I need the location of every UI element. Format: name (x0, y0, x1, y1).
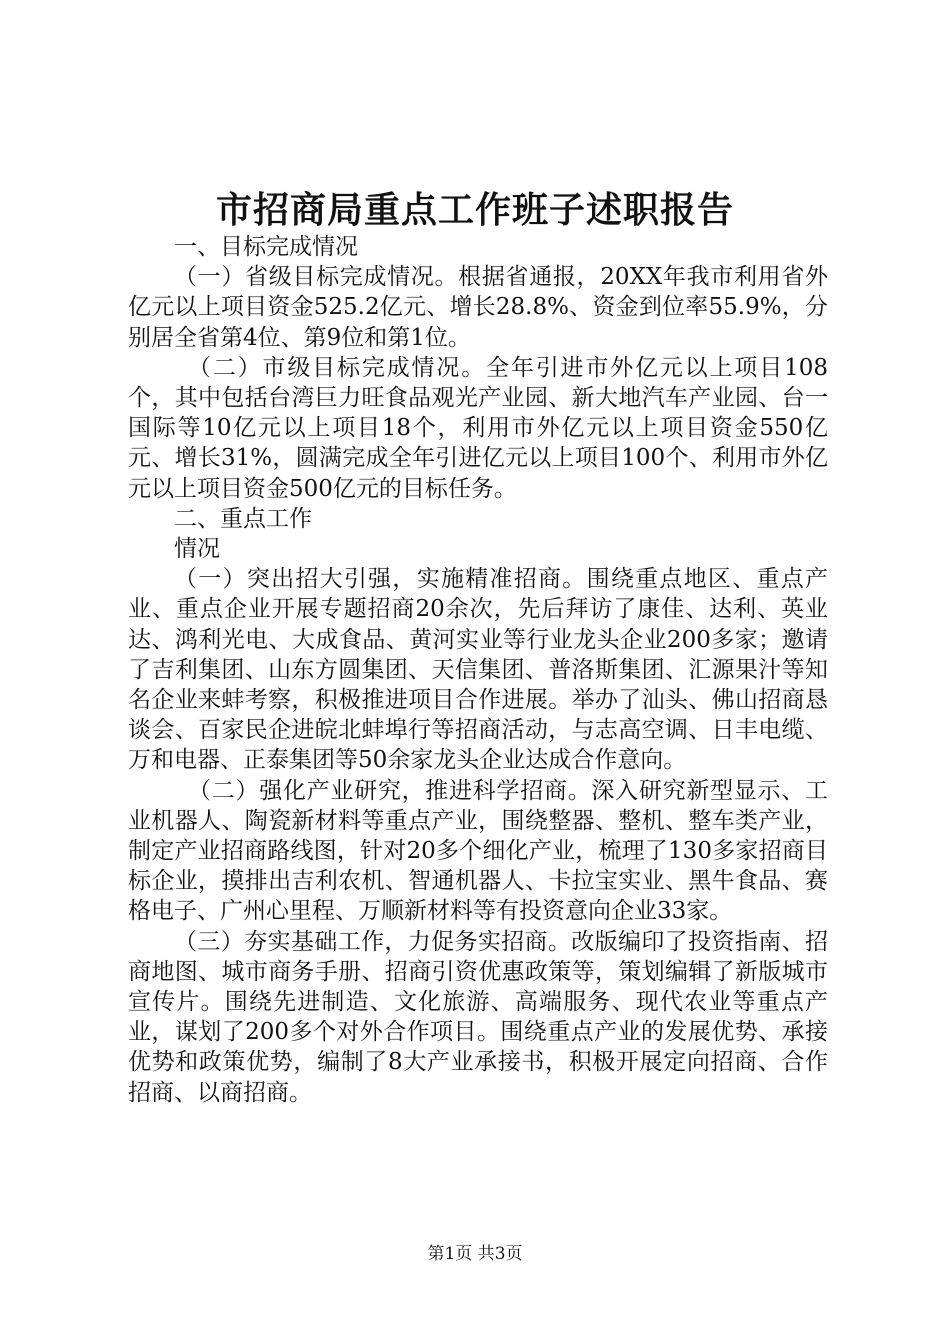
document-body (128, 232, 828, 1108)
paragraph-city-goals: （二）市级目标完成情况。全年引进市外亿元以上项目108个，其中包括台湾巨力旺食品观光产业园、新大地汽车产业园、台一国际等10亿元以上项目18个，利用市外亿元以上项目资金550亿元、增长31%，圆满完成全年引进亿元以上项目100个、利用市外亿元以上项目资金500亿元的目标任务。 (128, 354, 828, 502)
paragraph-industry-research: （二）强化产业研究，推进科学招商。深入研究新型显示、工业机器人、陶瓷新材料等重点产业，围绕整器、整机、整车类产业，制定产业招商路线图，针对20多个细化产业，梳理了130多家招商目标企业，摸排出吉利农机、智通机器人、卡拉宝实业、黑牛食品、赛格电子、广州心里程、万顺新材料等有投资意向企业33家。 (128, 777, 828, 925)
paragraph-foundation-work: （三）夯实基础工作，力促务实招商。改版编印了投资指南、招商地图、城市商务手册、招商引资优惠政策等，策划编辑了新版城市宣传片。围绕先进制造、文化旅游、高端服务、现代农业等重点产业，谋划了200多个对外合作项目。围绕重点产业的发展优势、承接优势和政策优势，编制了8大产业承接书，积极开展定向招商、合作招商、以商招商。 (128, 928, 828, 1106)
paragraph-precision-investment: （一）突出招大引强，实施精准招商。围绕重点地区、重点产业、重点企业开展专题招商20余次，先后拜访了康佳、达利、英业达、鸿利光电、大成食品、黄河实业等行业龙头企业200多家；邀请了吉利集团、山东方圆集团、天信集团、普洛斯集团、汇源果汁等知名企业来蚌考察，积极推进项目合作进展。举办了汕头、佛山招商恳谈会、百家民企进皖北蚌埠行等招商活动，与志高空调、日丰电缆、万和电器、正泰集团等50余家龙头企业达成合作意向。 (128, 566, 828, 774)
document-title: 市招商局重点工作班子述职报告 (215, 189, 734, 231)
paragraph-provincial-goals: （一）省级目标完成情况。根据省通报，20XX年我市利用省外亿元以上项目资金525.2亿元、增长28.8%、资金到位率55.9%，分别居全省第4位、第9位和第1位。 (128, 264, 828, 351)
section-subheading-situation: 情况 (174, 536, 220, 563)
section-heading-key-work: 二、重点工作 (174, 505, 312, 532)
section-heading-goals: 一、目标完成情况 (174, 234, 358, 260)
page-footer: 第1页 共3页 (427, 1244, 523, 1264)
